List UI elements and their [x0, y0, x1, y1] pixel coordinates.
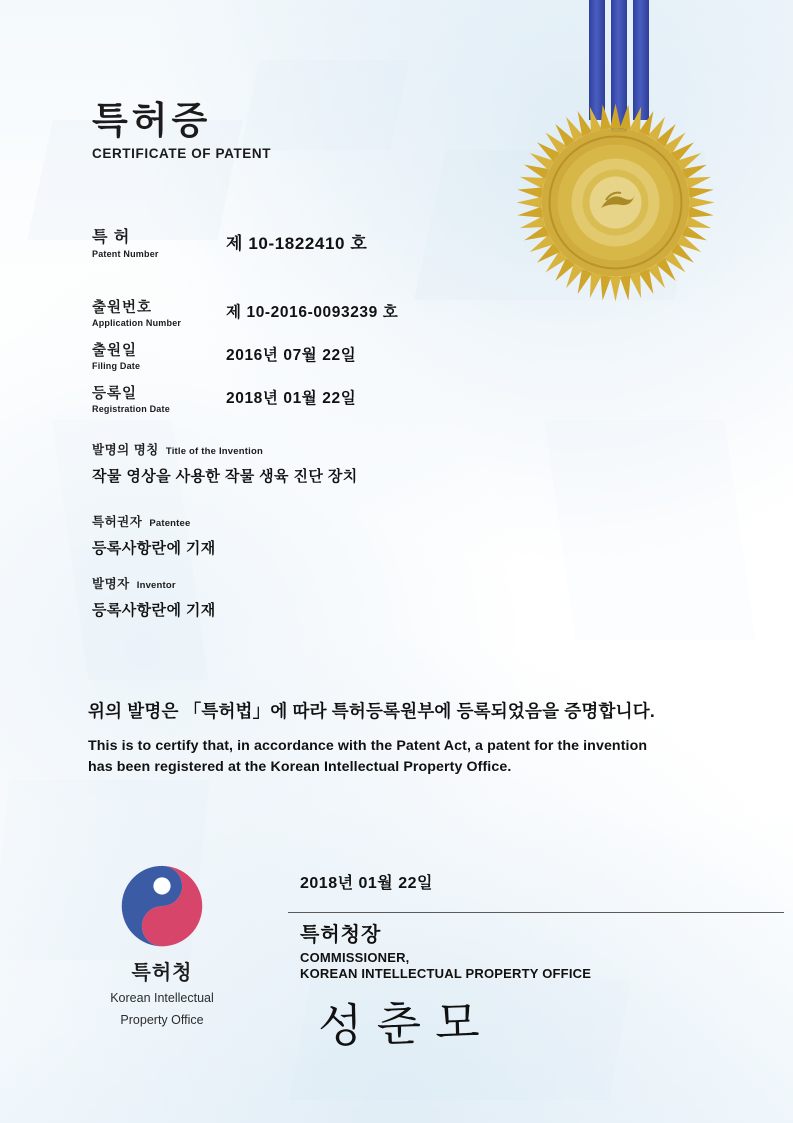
section-value-inventor: 등록사항란에 기재: [92, 602, 216, 619]
agency-name-en-line1: Korean Intellectual: [110, 991, 214, 1005]
field-row-filing-date: [92, 342, 712, 371]
section-heading: [92, 574, 712, 592]
certification-statement-ko: 위의 발명은 「특허법」에 따라 특허등록원부에 등록되었음을 증명합니다.: [88, 701, 655, 721]
agency-logo-block: [72, 862, 252, 1029]
document-title-block: [92, 100, 271, 161]
section-label-ko: 특허권자: [92, 515, 143, 529]
field-value-registration-date: 2018년 01월 22일: [226, 390, 357, 408]
field-row-registration-date: [92, 385, 712, 414]
section-label-en: Patentee: [149, 518, 191, 529]
agency-name-ko: 특허청: [131, 962, 193, 984]
field-label-ko: 출원번호: [92, 300, 153, 316]
spacer: [92, 273, 712, 299]
field-label-en: Patent Number: [92, 249, 159, 259]
section-patentee: [92, 512, 712, 558]
field-value-patent-number: 제 10-1822410 호: [226, 234, 368, 253]
section-heading: [92, 512, 712, 530]
section-value-invention-title: 작물 영상을 사용한 작물 생육 진단 장치: [92, 468, 358, 485]
field-label: [92, 342, 226, 371]
section-inventor: [92, 574, 712, 620]
field-label-ko: 등록일: [92, 386, 138, 403]
certification-statement: [88, 698, 748, 777]
field-row-patent-number: [92, 228, 712, 259]
page-title-en: CERTIFICATE OF PATENT: [92, 145, 272, 161]
certification-statement-en-line1: This is to certify that, in accordance with the Patent Act, a patent for the invention: [88, 738, 648, 754]
certification-statement-en-line2: has been registered at the Korean Intellectual Property Office.: [88, 758, 512, 775]
field-row-application-number: [92, 299, 712, 328]
agency-name-en-line2: Property Office: [120, 1012, 204, 1027]
kipo-taegeuk-logo-icon: [72, 862, 252, 954]
commissioner-title-en-line2: KOREAN INTELLECTUAL PROPERTY OFFICE: [300, 965, 592, 981]
section-label-en: Inventor: [136, 580, 176, 591]
field-label: [92, 385, 226, 414]
signature: 성춘모: [317, 994, 495, 1054]
field-label-ko: 특 허: [92, 229, 131, 246]
page-title-ko: 특허증: [92, 100, 212, 141]
field-value-filing-date: 2016년 07월 22일: [226, 347, 357, 365]
divider: [288, 912, 784, 913]
commissioner-title-ko: 특허청장: [300, 924, 382, 946]
commissioner-title-en-line1: COMMISSIONER,: [300, 950, 410, 965]
section-invention-title: [92, 440, 712, 486]
section-value-patentee: 등록사항란에 기재: [92, 540, 216, 557]
field-label: [92, 299, 226, 328]
field-label-en: Registration Date: [92, 404, 170, 415]
field-label: [92, 228, 226, 259]
section-label-ko: 발명자: [92, 577, 130, 591]
field-label-en: Filing Date: [92, 361, 141, 372]
patent-fields: [92, 228, 712, 428]
field-label-ko: 출원일: [92, 343, 138, 360]
issue-date: 2018년 01월 22일: [300, 875, 433, 892]
field-value-application-number: 제 10-2016-0093239 호: [226, 304, 399, 321]
commissioner-block: [300, 918, 591, 981]
section-label-en: Title of the Invention: [165, 446, 263, 457]
section-label-ko: 발명의 명칭: [92, 443, 159, 457]
field-label-en: Application Number: [92, 318, 182, 329]
section-heading: [92, 440, 712, 458]
